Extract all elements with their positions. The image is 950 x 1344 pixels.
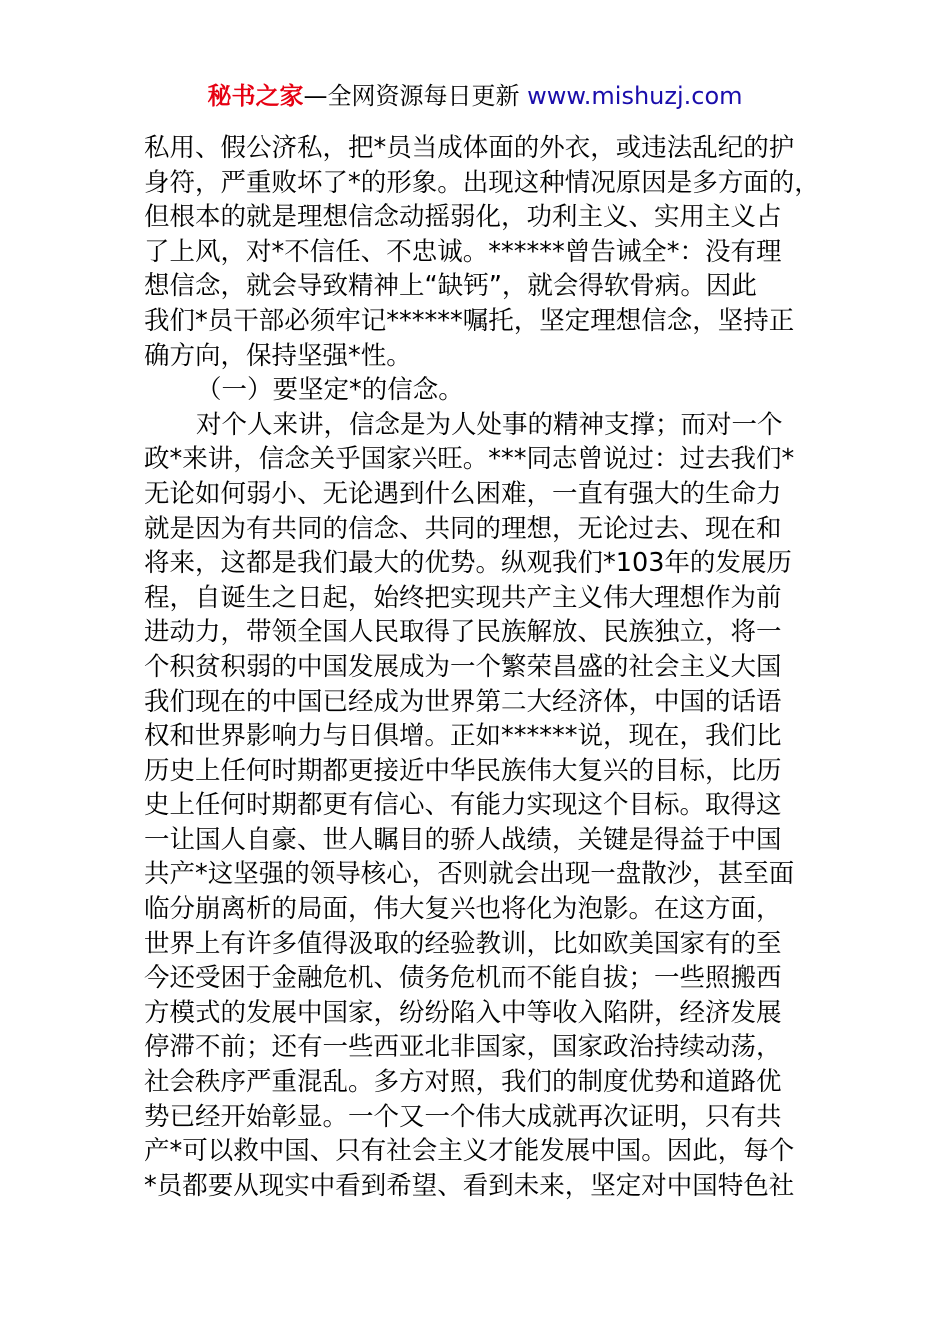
text-line: 了上风，对*不信任、不忠诚。******曾告诫全*：没有理	[144, 236, 782, 267]
text-line: 社会秩序严重混乱。多方对照，我们的制度优势和道路优	[144, 1067, 782, 1098]
text-line: 就是因为有共同的信念、共同的理想，无论过去、现在和	[144, 513, 782, 544]
text-line: 私用、假公济私，把*员当成体面的外衣，或违法乱纪的护	[144, 133, 795, 163]
document-body	[144, 131, 820, 1203]
text-line: 今还受困于金融危机、债务危机而不能自拔；一些照搬西	[144, 963, 782, 994]
text-line: 一让国人自豪、世人瞩目的骄人战绩，关键是得益于中国	[144, 824, 782, 855]
text-line: 历史上任何时期都更接近中华民族伟大复兴的目标，比历	[144, 755, 782, 786]
text-line: 程，自诞生之日起，始终把实现共产主义伟大理想作为前	[144, 582, 782, 613]
text-line: 产*可以救中国、只有社会主义才能发展中国。因此，每个	[144, 1136, 795, 1167]
text-line: 方模式的发展中国家，纷纷陷入中等收入陷阱，经济发展	[144, 997, 782, 1028]
text-line: 势已经开始彰显。一个又一个伟大成就再次证明，只有共	[144, 1101, 782, 1132]
site-url-link[interactable]: www.mishuzj.com	[527, 82, 743, 110]
text-line: 临分崩离析的局面，伟大复兴也将化为泡影。在这方面，	[144, 894, 782, 925]
text-line: 进动力，带领全国人民取得了民族解放、民族独立，将一	[144, 617, 782, 648]
text-line: 史上任何时期都更有信心、有能力实现这个目标。取得这	[144, 790, 782, 821]
text-line: 身符，严重败坏了*的形象。出现这种情况原因是多方面的，	[144, 167, 820, 198]
text-line: 确方向，保持坚强*性。	[144, 340, 412, 371]
text-line: 无论如何弱小、无论遇到什么困难，一直有强大的生命力	[144, 478, 782, 509]
text-line: *员都要从现实中看到希望、看到未来，坚定对中国特色社	[144, 1170, 795, 1201]
text-line: 政*来讲，信念关乎国家兴旺。***同志曾说过：过去我们*	[144, 444, 795, 475]
text-line: 个积贫积弱的中国发展成为一个繁荣昌盛的社会主义大国	[144, 651, 782, 682]
text-line: 共产*这坚强的领导核心，否则就会出现一盘散沙，甚至面	[144, 859, 795, 890]
text-line: 我们*员干部必须牢记******嘱托，坚定理想信念，坚持正	[144, 305, 795, 336]
text-line: 停滞不前；还有一些西亚北非国家，国家政治持续动荡，	[144, 1032, 782, 1063]
text-line: 但根本的就是理想信念动摇弱化，功利主义、实用主义占	[144, 202, 782, 233]
section-heading: （一）要坚定*的信念。	[196, 375, 464, 406]
text-line: 将来，这都是我们最大的优势。纵观我们*103年的发展历	[144, 548, 792, 579]
text-line: 世界上有许多值得汲取的经验教训，比如欧美国家有的至	[144, 928, 782, 959]
text-line: 权和世界影响力与日俱增。正如******说，现在，我们比	[144, 721, 782, 752]
page-header	[0, 80, 950, 112]
paragraph-first-line: 对个人来讲，信念是为人处事的精神支撑；而对一个	[196, 409, 783, 440]
brand-name: 秘书之家	[207, 82, 304, 110]
text-line: 想信念，就会导致精神上“缺钙”，就会得软骨病。因此	[144, 271, 757, 302]
header-tagline: —全网资源每日更新	[303, 82, 528, 110]
text-line: 我们现在的中国已经成为世界第二大经济体，中国的话语	[144, 686, 782, 717]
